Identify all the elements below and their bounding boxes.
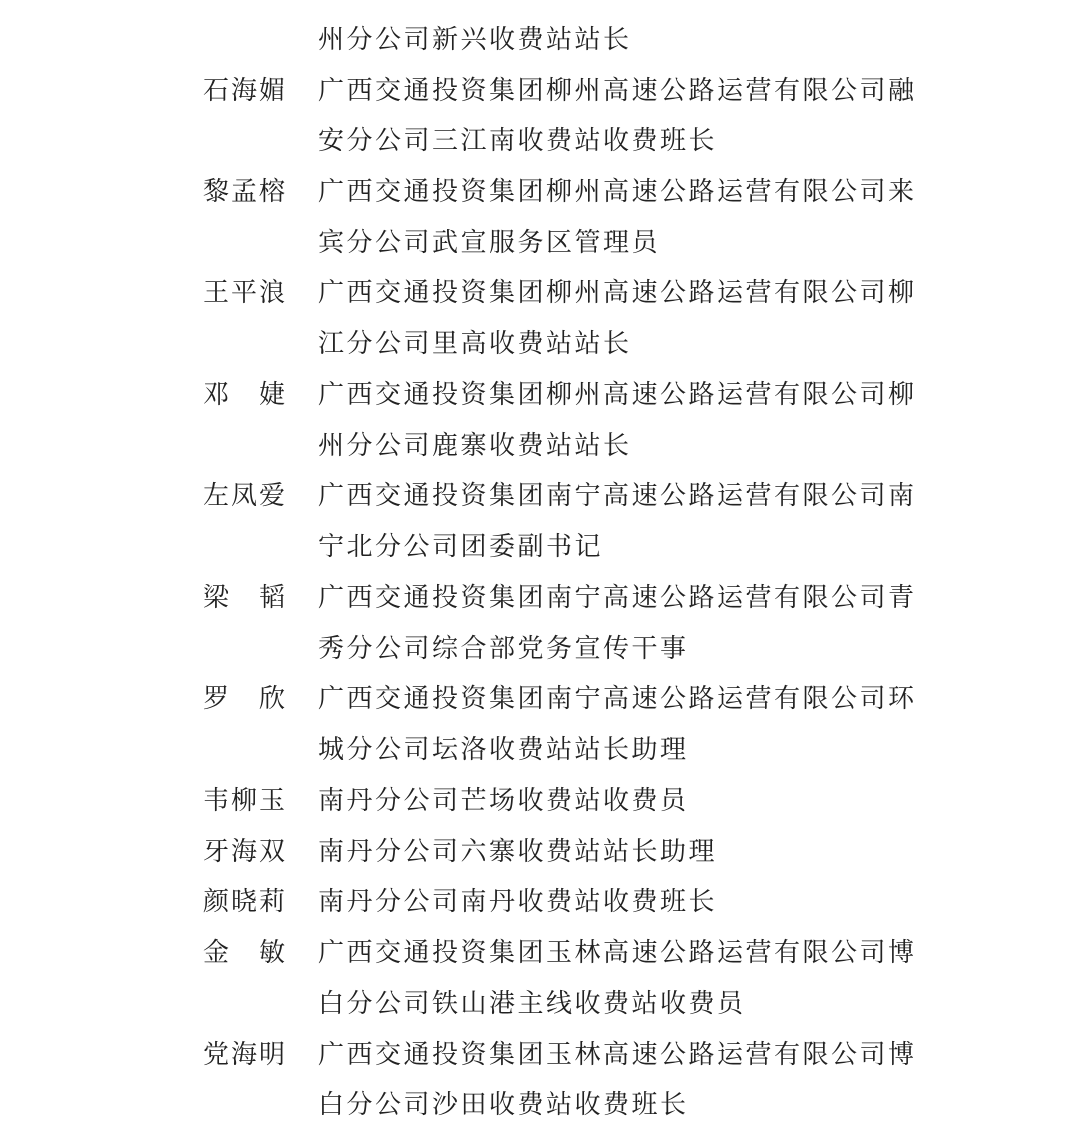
entry-6-line-0 [0,674,1080,725]
entry-description: 广西交通投资集团柳州高速公路运营有限公司融 [318,76,917,106]
entry-name: 邓 婕 [203,380,288,410]
entry-4-line-1 [0,522,1080,573]
entry-name: 韦柳玉 [203,786,288,816]
entry-name: 党海明 [203,1040,288,1070]
entry-11-line-0 [0,1030,1080,1081]
entry-description: 广西交通投资集团柳州高速公路运营有限公司柳 [318,380,917,410]
entry-2-line-1 [0,319,1080,370]
entry-5-line-0 [0,573,1080,624]
entry-3-line-0 [0,370,1080,421]
entry-description: 南丹分公司南丹收费站收费班长 [318,887,718,917]
entry-9-line-0 [0,877,1080,928]
entry-name: 金 敏 [203,938,288,968]
entry-description: 宾分公司武宣服务区管理员 [318,228,661,258]
entry-name: 牙海双 [203,837,288,867]
entry-description: 南丹分公司芒场收费站收费员 [318,786,689,816]
entry-description: 白分公司铁山港主线收费站收费员 [318,989,746,1019]
entry-description: 广西交通投资集团柳州高速公路运营有限公司来 [318,177,917,207]
entry-description: 州分公司鹿寨收费站站长 [318,431,632,461]
entry-5-line-1 [0,624,1080,675]
entry-description: 秀分公司综合部党务宣传干事 [318,634,689,664]
entry-description: 广西交通投资集团南宁高速公路运营有限公司青 [318,583,917,613]
continuation-line [0,15,1080,66]
entry-3-line-1 [0,421,1080,472]
entry-name: 梁 韬 [203,583,288,613]
entry-7-line-0 [0,776,1080,827]
entry-description: 南丹分公司六寨收费站站长助理 [318,837,718,867]
entry-0-line-0 [0,66,1080,117]
entry-10-line-0 [0,928,1080,979]
entry-name: 罗 欣 [203,684,288,714]
entry-description: 州分公司新兴收费站站长 [318,25,632,55]
entry-description: 安分公司三江南收费站收费班长 [318,126,718,156]
entry-2-line-0 [0,268,1080,319]
entry-description: 广西交通投资集团玉林高速公路运营有限公司博 [318,1040,917,1070]
entry-4-line-0 [0,471,1080,522]
entry-description: 江分公司里高收费站站长 [318,329,632,359]
entry-1-line-0 [0,167,1080,218]
entry-11-line-1 [0,1080,1080,1131]
entry-description: 广西交通投资集团柳州高速公路运营有限公司柳 [318,278,917,308]
entry-name: 王平浪 [203,278,288,308]
entry-1-line-1 [0,218,1080,269]
entry-8-line-0 [0,827,1080,878]
entry-description: 城分公司坛洛收费站站长助理 [318,735,689,765]
entry-name: 石海媚 [203,76,288,106]
entry-description: 广西交通投资集团玉林高速公路运营有限公司博 [318,938,917,968]
entry-name: 颜晓莉 [203,887,288,917]
entry-description: 白分公司沙田收费站收费班长 [318,1090,689,1120]
entry-description: 广西交通投资集团南宁高速公路运营有限公司南 [318,481,917,511]
entry-name: 左凤爱 [203,481,288,511]
entry-description: 宁北分公司团委副书记 [318,532,604,562]
entry-0-line-1 [0,116,1080,167]
entry-description: 广西交通投资集团南宁高速公路运营有限公司环 [318,684,917,714]
entry-10-line-1 [0,979,1080,1030]
entry-6-line-1 [0,725,1080,776]
entry-name: 黎孟榕 [203,177,288,207]
